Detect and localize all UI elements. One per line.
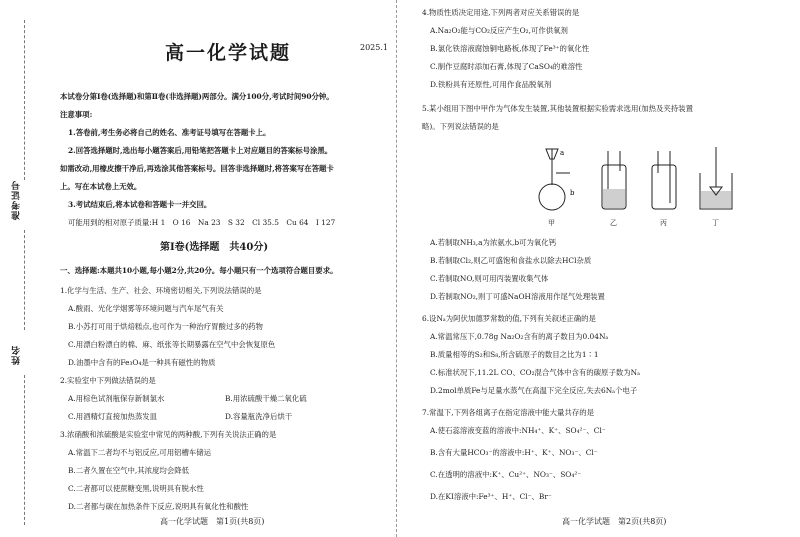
exam-number-label: 准考证号	[12, 180, 22, 220]
name-label: 姓名	[12, 345, 22, 365]
option: B.若制取Cl₂,则乙可盛饱和食盐水以除去HCl杂质	[430, 256, 592, 265]
option: B.含有大量HCO₃⁻的溶液中:H⁺、K⁺、NO₃⁻、Cl⁻	[430, 448, 598, 457]
option: C.用漂白粉漂白的棉、麻、纸张等长期暴露在空气中会恢复原色	[68, 340, 276, 349]
page-divider	[396, 0, 397, 537]
option: A.用棕色试剂瓶保存新制氯水	[68, 394, 165, 403]
instruction-line: 2.回答选择题时,选出每小题答案后,用铅笔把答题卡上对应题目的答案标号涂黑。	[68, 146, 333, 155]
option: A.酸雨、光化学烟雾等环境问题与汽车尾气有关	[68, 304, 224, 313]
cut-line	[24, 230, 25, 330]
question-5: 5.某小组用下图中甲作为气体发生装置,其他装置根据实验需求选用(加热及夹持装置	[422, 104, 693, 113]
section-title: 第Ⅰ卷(选择题 共40分)	[160, 242, 269, 253]
option: D.在KI溶液中:Fe³⁺、H⁺、Cl⁻、Br⁻	[430, 492, 552, 501]
option: A.Na₂O₂能与CO₂反应产生O₂,可作供氧剂	[430, 26, 568, 35]
option: B.用浓硫酸干燥二氧化硫	[225, 394, 307, 403]
page-footer: 高一化学试题 第2页(共8页)	[562, 517, 667, 526]
binding-strip	[0, 0, 44, 537]
instruction-line: 3.考试结束后,将本试卷和答题卡一并交回。	[68, 200, 212, 209]
option: C.标准状况下,11.2L CO、CO₂混合气体中含有的碳原子数为Nₐ	[430, 368, 640, 377]
option: B.小苏打可用于烘焙糕点,也可作为一种治疗胃酸过多的药物	[68, 322, 263, 331]
question-6: 6.设Nₐ为阿伏加德罗常数的值,下列有关叙述正确的是	[422, 314, 596, 323]
section-intro: 一、选择题:本题共10小题,每小题2分,共20分。每小题只有一个选项符合题目要求。	[60, 266, 338, 275]
instruction-line: 上。写在本试卷上无效。	[60, 182, 142, 191]
label-yi: 乙	[610, 219, 617, 227]
page-footer: 高一化学试题 第1页(共8页)	[160, 517, 265, 526]
apparatus-drawing	[532, 143, 752, 215]
collection-bottle	[652, 151, 676, 209]
cut-line	[24, 20, 25, 180]
option: C.在透明的溶液中:K⁺、Cu²⁺、NO₃⁻、SO₄²⁻	[430, 470, 582, 479]
option: C.二者都可以使蔗糖变黑,说明具有脱水性	[68, 484, 204, 493]
option: D.2mol单质Fe与足量水蒸气在高温下完全反应,失去6Nₐ个电子	[430, 386, 638, 395]
option: D.容量瓶洗净后烘干	[225, 412, 293, 421]
exam-title: 高一化学试题	[165, 42, 292, 64]
instruction-line: 本试卷分第Ⅰ卷(选择题)和第Ⅱ卷(非选择题)两部分。满分100分,考试时间90分钟。	[60, 92, 334, 101]
exam-date: 2025.1	[360, 43, 388, 52]
option: C.若制取NO,则可用丙装置收集气体	[430, 274, 549, 283]
option: D.油墨中含有的Fe₃O₄是一种具有磁性的物质	[68, 358, 216, 367]
question-1: 1.化学与生活、生产、社会、环境密切相关,下列说法错误的是	[60, 286, 262, 295]
apparatus-figure	[532, 143, 752, 227]
question-2: 2.实验室中下列做法错误的是	[60, 376, 156, 385]
flask-apparatus	[539, 149, 570, 210]
question-4: 4.物质性质决定用途,下列两者对应关系错误的是	[422, 8, 580, 17]
instruction-line: 注意事项:	[60, 110, 93, 119]
question-3: 3.浓硝酸和浓硫酸是实验室中常见的两种酸,下列有关说法正确的是	[60, 430, 277, 439]
question-5-cont: 略)。下列说法错误的是	[422, 122, 499, 131]
label-a: a	[560, 149, 565, 157]
option: B.氯化铁溶液腐蚀铜电路板,体现了Fe³⁺的氧化性	[430, 44, 590, 53]
option: A.常温下二者均不与铝反应,可用铝槽车储运	[68, 448, 212, 457]
cut-line	[24, 375, 25, 525]
option: C.用酒精灯直接加热蒸发皿	[68, 412, 158, 421]
instruction-line: 如需改动,用橡皮擦干净后,再选涂其他答案标号。回答非选择题时,将答案写在答题卡	[60, 164, 334, 173]
atomic-masses: 可能用到的相对原子质量:H 1 O 16 Na 23 S 32 Cl 35.5 Cu 64 I 127	[68, 218, 336, 227]
question-7: 7.常温下,下列各组离子在指定溶液中能大量共存的是	[422, 408, 594, 417]
label-bing: 丙	[660, 219, 667, 227]
option: A.常温常压下,0.78g Na₂O₂含有的离子数目为0.04Nₐ	[430, 332, 609, 341]
option: D.二者都与碳在加热条件下反应,说明具有氧化性和酸性	[68, 502, 249, 511]
option: B.二者久置在空气中,其浓度均会降低	[68, 466, 189, 475]
label-b: b	[570, 189, 575, 197]
wash-bottle	[602, 151, 626, 209]
option: B.质量相等的S₂和S₈,所含硫原子的数目之比为1∶1	[430, 350, 599, 359]
option: A.使石蕊溶液变蓝的溶液中:NH₄⁺、K⁺、SO₄²⁻、Cl⁻	[430, 426, 606, 435]
option: D.若制取NO₂,则丁可盛NaOH溶液用作尾气处理装置	[430, 292, 605, 301]
option: A.若制取NH₃,a为浓氨水,b可为氧化钙	[430, 238, 557, 247]
option: D.铁粉具有还原性,可用作食品脱氧剂	[430, 80, 552, 89]
label-ding: 丁	[712, 219, 719, 227]
beaker-absorber	[700, 147, 732, 209]
instruction-line: 1.答卷前,考生务必将自己的姓名、准考证号填写在答题卡上。	[68, 128, 271, 137]
label-jia: 甲	[548, 219, 555, 227]
option: C.制作豆腐时添加石膏,体现了CaSO₄的难溶性	[430, 62, 583, 71]
